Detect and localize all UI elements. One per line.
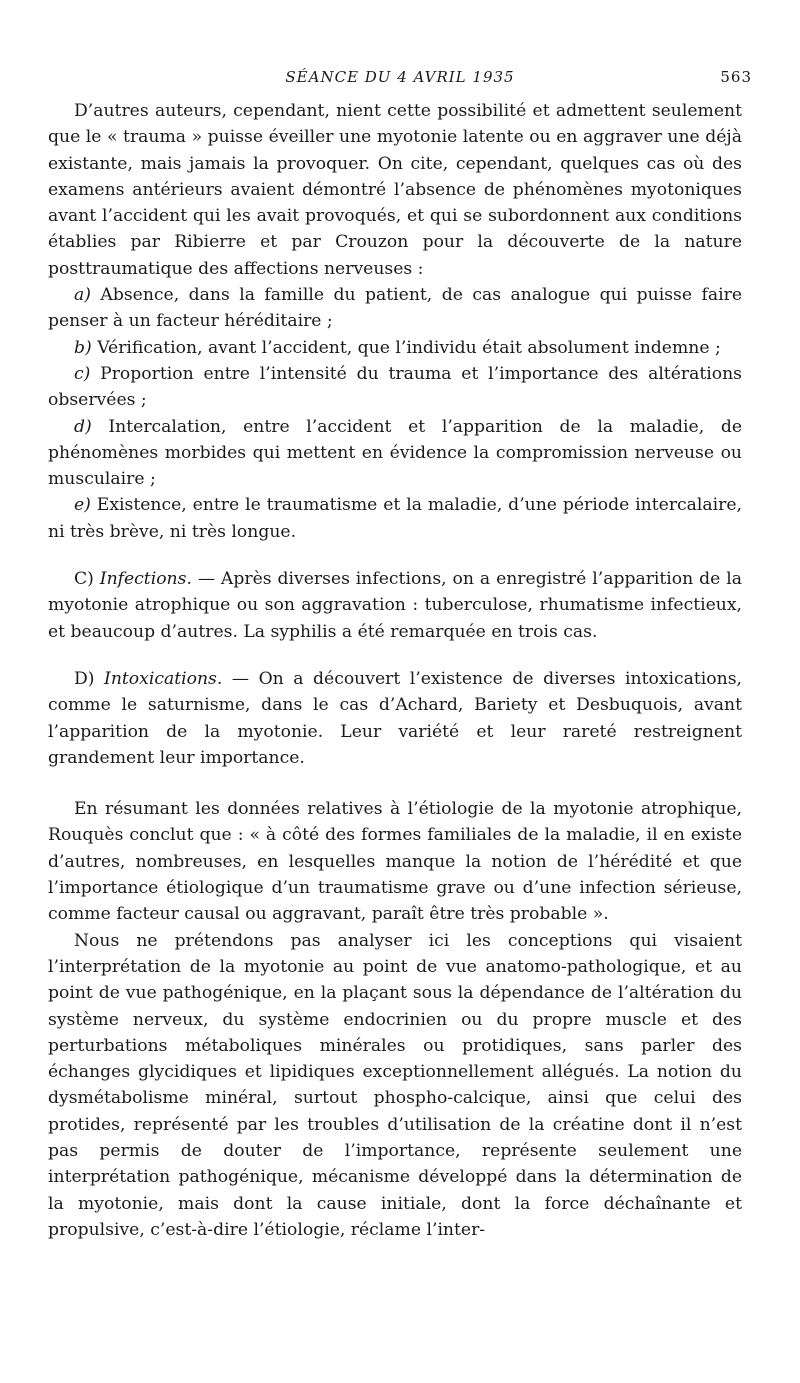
condition-marker: a) xyxy=(74,285,91,306)
section-heading: Intoxications. xyxy=(104,668,223,689)
summary-paragraph: En résumant les données relatives à l’étiologie de la myotonie atrophique, Rouquès conclut que : « à côté des formes familiales de la maladie, il en existe d’autres, nombreuses, en lesquelles manque la notion de l’hérédité et que l’importance étiologique d’un traumatisme grave ou d’une infection sérieuse, comme facteur causal ou aggravant, paraît être très probable ». xyxy=(48,799,742,925)
condition-item xyxy=(48,282,742,335)
condition-marker: c) xyxy=(74,363,91,384)
section-text: — Après diverses infections, on a enregistré l’apparition de la myotonie atrophique ou son aggravation : tuberculose, rhumatisme infectieux, et beaucoup d’autres. La syphilis a été remarquée en trois cas. xyxy=(48,569,742,642)
condition-text: Vérification, avant l’accident, que l’individu était absolument indemne ; xyxy=(97,337,721,358)
section-text: — On a découvert l’existence de diverses intoxications, comme le saturnisme, dans le cas d’Achard, Bariety et Desbuquois, avant l’apparition de la myotonie. Leur variété et leur rareté restreignent grandement leur importance. xyxy=(48,668,742,768)
section-infections xyxy=(48,566,742,645)
condition-marker: d) xyxy=(74,416,92,437)
condition-item xyxy=(48,414,742,493)
condition-item xyxy=(48,361,742,414)
body-text xyxy=(48,98,742,1243)
section-heading: Infections. xyxy=(99,569,192,590)
condition-marker: b) xyxy=(74,337,92,358)
condition-item xyxy=(48,335,742,361)
page-number: 563 xyxy=(720,68,752,86)
condition-text: Absence, dans la famille du patient, de cas analogue qui puisse faire penser à un facteur héréditaire ; xyxy=(48,285,742,332)
section-letter: C) xyxy=(74,569,94,590)
condition-item xyxy=(48,492,742,545)
condition-text: Intercalation, entre l’accident et l’apparition de la maladie, de phénomènes morbides qui mettent en évidence la compromission nerveuse ou musculaire ; xyxy=(48,416,742,490)
running-title: SÉANCE DU 4 AVRIL 1935 xyxy=(285,68,515,86)
condition-text: Existence, entre le traumatisme et la maladie, d’une période intercalaire, ni très brève, ni très longue. xyxy=(48,495,742,542)
condition-marker: e) xyxy=(74,495,91,516)
running-header xyxy=(48,68,752,94)
intro-paragraph: D’autres auteurs, cependant, nient cette possibilité et admettent seulement que le « trauma » puisse éveiller une myotonie latente ou en aggraver une déjà existante, mais jamais la provoquer. On cite, cependant, quelques cas où des examens antérieurs avaient démontré l’absence de phénomènes myotoniques avant l’accident qui les avait provoqués, et qui se subordonnent aux conditions établies par Ribierre et par Crouzon pour la découverte de la nature posttraumatique des affections nerveuses : xyxy=(48,101,742,279)
closing-paragraph: Nous ne prétendons pas analyser ici les conceptions qui visaient l’interprétation de la myotonie au point de vue anatomo-pathologique, et au point de vue pathogénique, en la plaçant sous la dépendance de l’altération du système nerveux, du système endocrinien ou du propre muscle et des perturbations métaboliques minérales ou protidiques, sans parler des échanges glycidiques et lipidiques exceptionnellement allégués. La notion du dysmétabolisme minéral, surtout phospho-calcique, ainsi que celui des protides, représenté par les troubles d’utilisation de la créatine dont il n’est pas permis de douter de l’importance, représente seulement une interprétation pathogénique, mécanisme développé dans la détermination de la myotonie, mais dont la cause initiale, dont la force déchaînante et propulsive, c’est-à-dire l’étiologie, réclame l’inter- xyxy=(48,930,742,1240)
condition-text: Proportion entre l’intensité du trauma et l’importance des altérations observées ; xyxy=(48,363,742,411)
section-intoxications xyxy=(48,666,742,771)
section-letter: D) xyxy=(74,668,95,689)
